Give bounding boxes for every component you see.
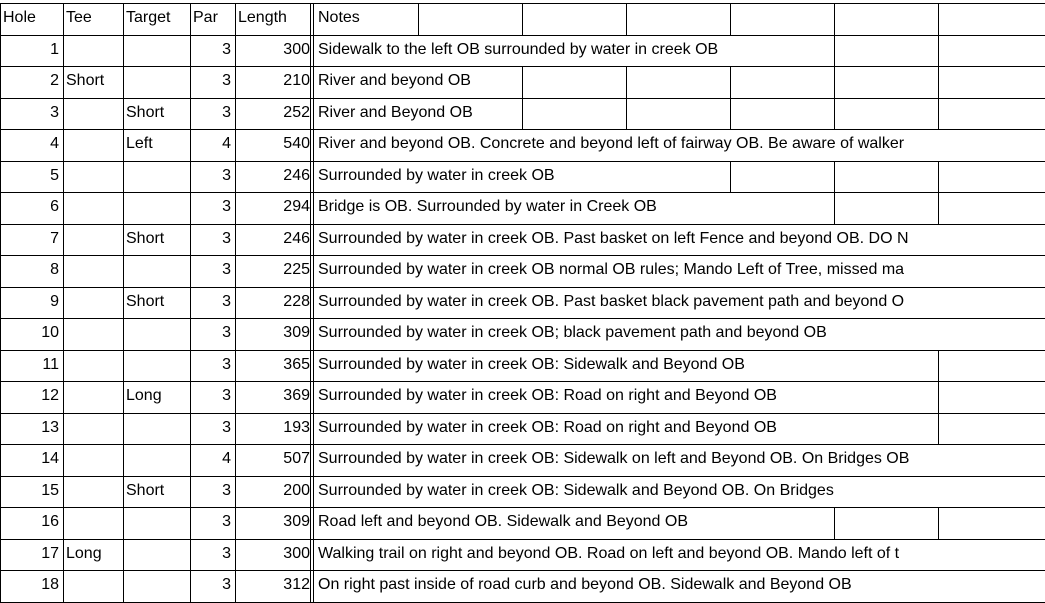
notes-cell: Surrounded by water in creek OB (318, 167, 555, 184)
length-cell: 294 (283, 198, 310, 215)
length-cell: 309 (283, 324, 310, 341)
hole-number-cell: 14 (41, 450, 59, 467)
length-cell: 540 (283, 135, 310, 152)
tee-cell (63, 224, 123, 255)
target-cell (123, 507, 190, 539)
hole-number-cell: 17 (41, 545, 59, 562)
target-cell (123, 161, 190, 192)
notes-cell: Bridge is OB. Surrounded by water in Creek OB (318, 198, 657, 215)
target-cell (123, 350, 190, 381)
hole-number-cell: 12 (41, 387, 59, 404)
tee-cell (63, 287, 123, 318)
length-cell: 300 (283, 545, 310, 562)
par-cell: 3 (222, 230, 231, 247)
hole-number-cell: 5 (50, 167, 59, 184)
hole-number-cell: 10 (41, 324, 59, 341)
header-length: Length (238, 9, 287, 26)
length-cell: 246 (283, 230, 310, 247)
tee-cell (63, 570, 123, 602)
length-cell: 365 (283, 356, 310, 373)
header-par: Par (193, 9, 218, 26)
hole-number-cell: 1 (50, 41, 59, 58)
target-cell (123, 255, 190, 287)
tee-cell (63, 413, 123, 444)
tee-cell (63, 98, 123, 129)
target-cell (123, 66, 190, 98)
length-cell: 252 (283, 104, 310, 121)
notes-cell: Surrounded by water in creek OB. Past basket on left Fence and beyond OB. DO N (318, 230, 909, 247)
length-cell: 369 (283, 387, 310, 404)
length-cell: 246 (283, 167, 310, 184)
par-cell: 4 (222, 135, 231, 152)
notes-cell: River and beyond OB (318, 72, 471, 89)
par-cell: 3 (222, 513, 231, 530)
par-cell: 3 (222, 576, 231, 593)
tee-cell (63, 476, 123, 507)
hole-number-cell: 7 (50, 230, 59, 247)
par-cell: 3 (222, 356, 231, 373)
length-cell: 225 (283, 261, 310, 278)
par-cell: 3 (222, 545, 231, 562)
length-cell: 312 (283, 576, 310, 593)
tee-cell (63, 35, 123, 66)
hole-number-cell: 15 (41, 482, 59, 499)
target-cell (123, 192, 190, 224)
target-cell (123, 539, 190, 570)
notes-cell: On right past inside of road curb and beyond OB. Sidewalk and Beyond OB (318, 576, 852, 593)
par-cell: 3 (222, 387, 231, 404)
target-cell: Short (126, 482, 165, 499)
header-notes: Notes (318, 9, 360, 26)
notes-cell: Sidewalk to the left OB surrounded by water in creek OB (318, 41, 719, 58)
hole-number-cell: 18 (41, 576, 59, 593)
hole-number-cell: 2 (50, 72, 59, 89)
length-cell: 507 (283, 450, 310, 467)
length-cell: 300 (283, 41, 310, 58)
hole-number-cell: 6 (50, 198, 59, 215)
tee-cell: Short (66, 72, 105, 89)
par-cell: 3 (222, 419, 231, 436)
hole-number-cell: 16 (41, 513, 59, 530)
notes-cell: Surrounded by water in creek OB. Past basket black pavement path and beyond O (318, 293, 905, 310)
header-tee: Tee (66, 9, 92, 26)
par-cell: 3 (222, 104, 231, 121)
tee-cell (63, 129, 123, 161)
target-cell: Long (126, 387, 162, 404)
tee-cell (63, 161, 123, 192)
par-cell: 3 (222, 198, 231, 215)
target-cell: Short (126, 104, 165, 121)
par-cell: 3 (222, 293, 231, 310)
par-cell: 3 (222, 41, 231, 58)
target-cell (123, 318, 190, 350)
notes-cell: Surrounded by water in creek OB: Sidewalk on left and Beyond OB. On Bridges OB (318, 450, 910, 467)
length-cell: 193 (283, 419, 310, 436)
length-cell: 309 (283, 513, 310, 530)
hole-number-cell: 8 (50, 261, 59, 278)
notes-cell: River and Beyond OB (318, 104, 473, 121)
tee-cell (63, 192, 123, 224)
hole-number-cell: 13 (41, 419, 59, 436)
target-cell (123, 413, 190, 444)
target-cell (123, 444, 190, 476)
notes-cell: Surrounded by water in creek OB normal OB rules; Mando Left of Tree, missed ma (318, 261, 905, 278)
par-cell: 3 (222, 261, 231, 278)
notes-cell: River and beyond OB. Concrete and beyond left of fairway OB. Be aware of walker (318, 135, 905, 152)
hole-number-cell: 11 (42, 356, 59, 373)
notes-cell: Walking trail on right and beyond OB. Road on left and beyond OB. Mando left of t (318, 545, 900, 562)
notes-cell: Surrounded by water in creek OB: Road on right and Beyond OB (318, 419, 777, 436)
length-cell: 210 (283, 72, 310, 89)
notes-cell: Surrounded by water in creek OB: Sidewalk and Beyond OB (318, 356, 745, 373)
tee-cell (63, 444, 123, 476)
notes-cell: Road left and beyond OB. Sidewalk and Beyond OB (318, 513, 689, 530)
par-cell: 3 (222, 482, 231, 499)
target-cell: Short (126, 293, 165, 310)
par-cell: 3 (222, 167, 231, 184)
length-cell: 200 (283, 482, 310, 499)
target-cell (123, 570, 190, 602)
notes-cell: Surrounded by water in creek OB: Road on right and Beyond OB (318, 387, 777, 404)
notes-cell: Surrounded by water in creek OB: Sidewalk and Beyond OB. On Bridges (318, 482, 834, 499)
target-cell (123, 35, 190, 66)
header-target: Target (126, 9, 171, 26)
tee-cell: Long (66, 545, 102, 562)
tee-cell (63, 381, 123, 413)
notes-cell: Surrounded by water in creek OB; black pavement path and beyond OB (318, 324, 827, 341)
hole-number-cell: 3 (50, 104, 59, 121)
target-cell: Short (126, 230, 165, 247)
length-cell: 228 (283, 293, 310, 310)
tee-cell (63, 255, 123, 287)
hole-number-cell: 9 (50, 293, 59, 310)
tee-cell (63, 507, 123, 539)
tee-cell (63, 350, 123, 381)
hole-number-cell: 4 (50, 135, 59, 152)
par-cell: 3 (222, 324, 231, 341)
tee-cell (63, 318, 123, 350)
header-hole: Hole (3, 9, 36, 26)
par-cell: 4 (222, 450, 231, 467)
target-cell: Left (126, 135, 153, 152)
par-cell: 3 (222, 72, 231, 89)
